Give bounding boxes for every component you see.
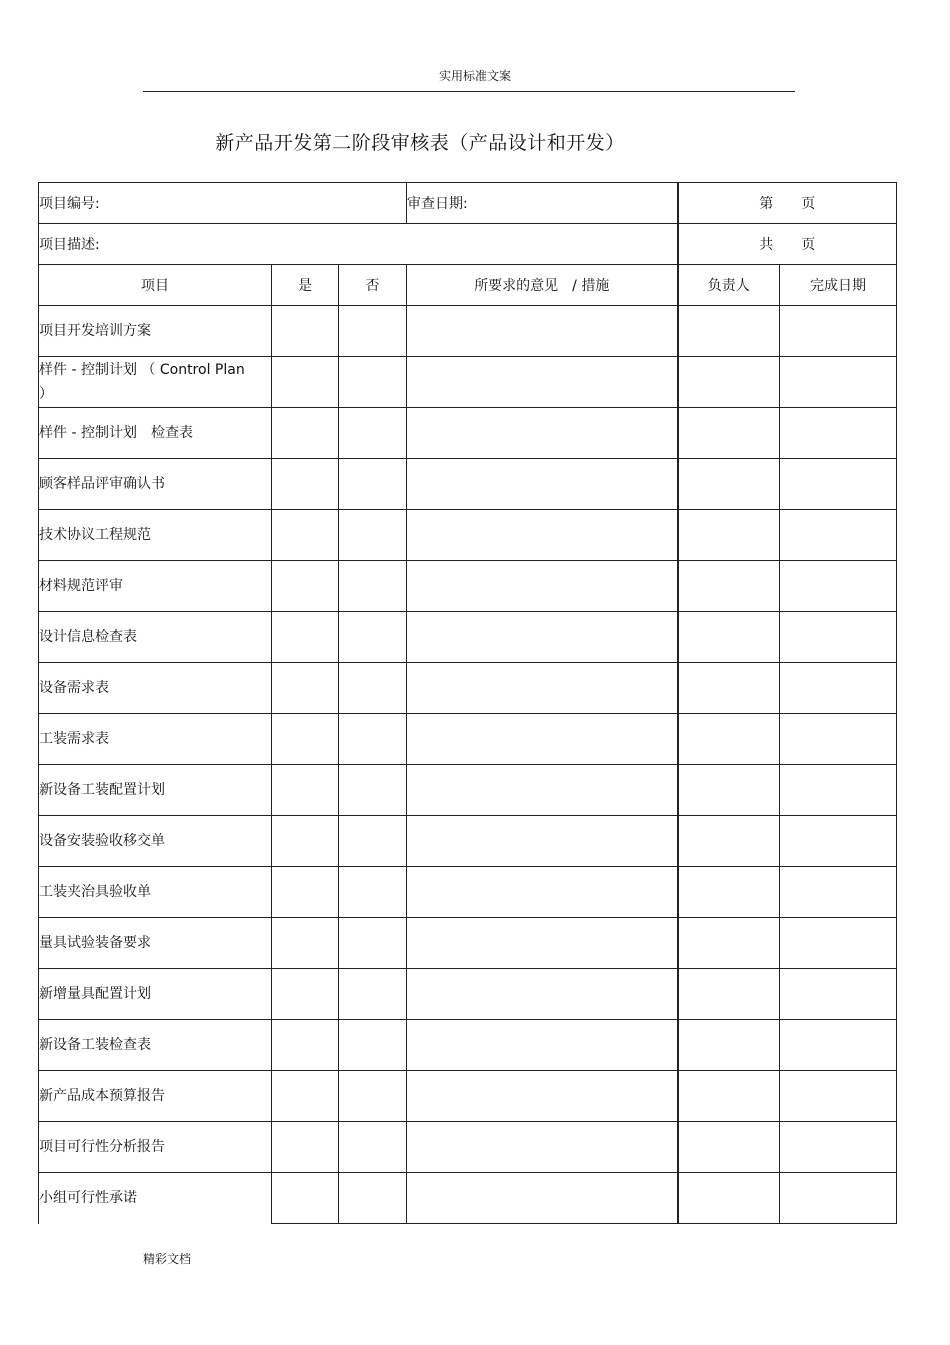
yes-checkbox-cell[interactable] [272,867,339,918]
table-row [39,306,897,357]
col-header-item: 项目 [39,265,272,306]
no-checkbox-cell[interactable] [339,816,407,867]
table-row [39,408,897,459]
opinion-input-cell[interactable] [407,816,678,867]
review-table [38,182,897,1224]
yes-checkbox-cell[interactable] [272,306,339,357]
date-input-cell[interactable] [780,816,897,867]
table-row [39,1020,897,1071]
yes-checkbox-cell[interactable] [272,765,339,816]
item-name-cell: 材料规范评审 [39,561,272,612]
opinion-input-cell[interactable] [407,1020,678,1071]
owner-input-cell[interactable] [678,816,780,867]
opinion-input-cell[interactable] [407,663,678,714]
yes-checkbox-cell[interactable] [272,408,339,459]
owner-input-cell[interactable] [678,459,780,510]
opinion-input-cell[interactable] [407,510,678,561]
no-checkbox-cell[interactable] [339,1173,407,1224]
no-checkbox-cell[interactable] [339,1020,407,1071]
page-number-label: 第 页 [759,196,816,212]
item-name-cell: 工装需求表 [39,714,272,765]
owner-input-cell[interactable] [678,510,780,561]
opinion-input-cell[interactable] [407,612,678,663]
meta-row-1 [39,183,897,224]
no-checkbox-cell[interactable] [339,663,407,714]
date-input-cell[interactable] [780,561,897,612]
date-input-cell[interactable] [780,1071,897,1122]
yes-checkbox-cell[interactable] [272,714,339,765]
date-input-cell[interactable] [780,867,897,918]
opinion-input-cell[interactable] [407,561,678,612]
owner-input-cell[interactable] [678,714,780,765]
opinion-input-cell[interactable] [407,765,678,816]
opinion-input-cell[interactable] [407,714,678,765]
review-date-label: 审查日期: [407,196,468,212]
table-row [39,1122,897,1173]
no-checkbox-cell[interactable] [339,969,407,1020]
no-checkbox-cell[interactable] [339,867,407,918]
yes-checkbox-cell[interactable] [272,663,339,714]
no-checkbox-cell[interactable] [339,612,407,663]
yes-checkbox-cell[interactable] [272,612,339,663]
col-header-owner: 负责人 [678,265,780,306]
item-name-cell: 项目开发培训方案 [39,306,272,357]
page-number-cell[interactable] [678,183,897,224]
date-input-cell[interactable] [780,306,897,357]
owner-input-cell[interactable] [678,306,780,357]
project-number-cell[interactable] [39,183,407,224]
opinion-input-cell[interactable] [407,1122,678,1173]
date-input-cell[interactable] [780,765,897,816]
column-header-row [39,265,897,306]
table-row [39,561,897,612]
date-input-cell[interactable] [780,969,897,1020]
date-input-cell[interactable] [780,1173,897,1224]
yes-checkbox-cell[interactable] [272,1020,339,1071]
item-name-cell: 新增量具配置计划 [39,969,272,1020]
page-footer: 精彩文档 [143,1252,192,1266]
item-name-cell: 技术协议工程规范 [39,510,272,561]
owner-input-cell[interactable] [678,561,780,612]
date-input-cell[interactable] [780,612,897,663]
no-checkbox-cell[interactable] [339,459,407,510]
table-row [39,612,897,663]
meta-row-2 [39,224,897,265]
owner-input-cell[interactable] [678,1122,780,1173]
owner-input-cell[interactable] [678,1020,780,1071]
item-name-cell: 项目可行性分析报告 [39,1122,272,1173]
no-checkbox-cell[interactable] [339,306,407,357]
no-checkbox-cell[interactable] [339,408,407,459]
owner-input-cell[interactable] [678,1071,780,1122]
table-row [39,918,897,969]
owner-input-cell[interactable] [678,765,780,816]
no-checkbox-cell[interactable] [339,1071,407,1122]
document-title: 新产品开发第二阶段审核表（产品设计和开发） [215,132,625,154]
table-row [39,510,897,561]
owner-input-cell[interactable] [678,867,780,918]
date-input-cell[interactable] [780,459,897,510]
item-name-cell: 新产品成本预算报告 [39,1071,272,1122]
table-row [39,714,897,765]
col-header-no: 否 [339,265,407,306]
date-input-cell[interactable] [780,1122,897,1173]
yes-checkbox-cell[interactable] [272,918,339,969]
total-pages-label: 共 页 [759,237,816,253]
no-checkbox-cell[interactable] [339,714,407,765]
opinion-input-cell[interactable] [407,306,678,357]
table-row [39,663,897,714]
no-checkbox-cell[interactable] [339,510,407,561]
date-input-cell[interactable] [780,408,897,459]
yes-checkbox-cell[interactable] [272,1122,339,1173]
item-name-cell: 设备需求表 [39,663,272,714]
opinion-input-cell[interactable] [407,357,678,408]
opinion-input-cell[interactable] [407,969,678,1020]
no-checkbox-cell[interactable] [339,357,407,408]
table-row [39,357,897,408]
no-checkbox-cell[interactable] [339,918,407,969]
project-number-label: 项目编号: [39,196,100,212]
item-name-cell: 顾客样品评审确认书 [39,459,272,510]
yes-checkbox-cell[interactable] [272,969,339,1020]
project-description-cell[interactable] [39,224,678,265]
table-row [39,459,897,510]
table-row [39,816,897,867]
item-name-cell: 设计信息检查表 [39,612,272,663]
review-date-cell[interactable] [407,183,678,224]
item-name-cell: 新设备工装配置计划 [39,765,272,816]
opinion-input-cell[interactable] [407,918,678,969]
owner-input-cell[interactable] [678,612,780,663]
yes-checkbox-cell[interactable] [272,1071,339,1122]
item-name-cell: 样件 - 控制计划 （ Control Plan ） [39,357,272,408]
no-checkbox-cell[interactable] [339,1122,407,1173]
table-row [39,969,897,1020]
item-name-cell: 新设备工装检查表 [39,1020,272,1071]
yes-checkbox-cell[interactable] [272,459,339,510]
item-name-cell: 量具试验装备要求 [39,918,272,969]
table-row [39,1173,897,1224]
yes-checkbox-cell[interactable] [272,357,339,408]
item-name-cell: 小组可行性承诺 [39,1173,272,1224]
date-input-cell[interactable] [780,357,897,408]
col-header-yes: 是 [272,265,339,306]
col-header-date: 完成日期 [780,265,897,306]
item-name-cell: 工装夹治具验收单 [39,867,272,918]
opinion-input-cell[interactable] [407,1173,678,1224]
yes-checkbox-cell[interactable] [272,561,339,612]
date-input-cell[interactable] [780,918,897,969]
owner-input-cell[interactable] [678,357,780,408]
opinion-input-cell[interactable] [407,459,678,510]
opinion-input-cell[interactable] [407,867,678,918]
date-input-cell[interactable] [780,510,897,561]
page-header: 实用标准文案 [438,69,511,83]
table-row [39,765,897,816]
yes-checkbox-cell[interactable] [272,510,339,561]
yes-checkbox-cell[interactable] [272,816,339,867]
date-input-cell[interactable] [780,663,897,714]
yes-checkbox-cell[interactable] [272,1173,339,1224]
no-checkbox-cell[interactable] [339,561,407,612]
owner-input-cell[interactable] [678,918,780,969]
table-row [39,867,897,918]
opinion-input-cell[interactable] [407,408,678,459]
project-description-label: 项目描述: [39,237,100,253]
owner-input-cell[interactable] [678,1173,780,1224]
date-input-cell[interactable] [780,714,897,765]
no-checkbox-cell[interactable] [339,765,407,816]
table-row [39,1071,897,1122]
item-name-cell: 样件 - 控制计划 检查表 [39,408,272,459]
owner-input-cell[interactable] [678,969,780,1020]
header-divider [143,91,795,92]
item-name-cell: 设备安装验收移交单 [39,816,272,867]
owner-input-cell[interactable] [678,663,780,714]
col-header-opinion: 所要求的意见 / 措施 [407,265,678,306]
date-input-cell[interactable] [780,1020,897,1071]
opinion-input-cell[interactable] [407,1071,678,1122]
owner-input-cell[interactable] [678,408,780,459]
total-pages-cell[interactable] [678,224,897,265]
